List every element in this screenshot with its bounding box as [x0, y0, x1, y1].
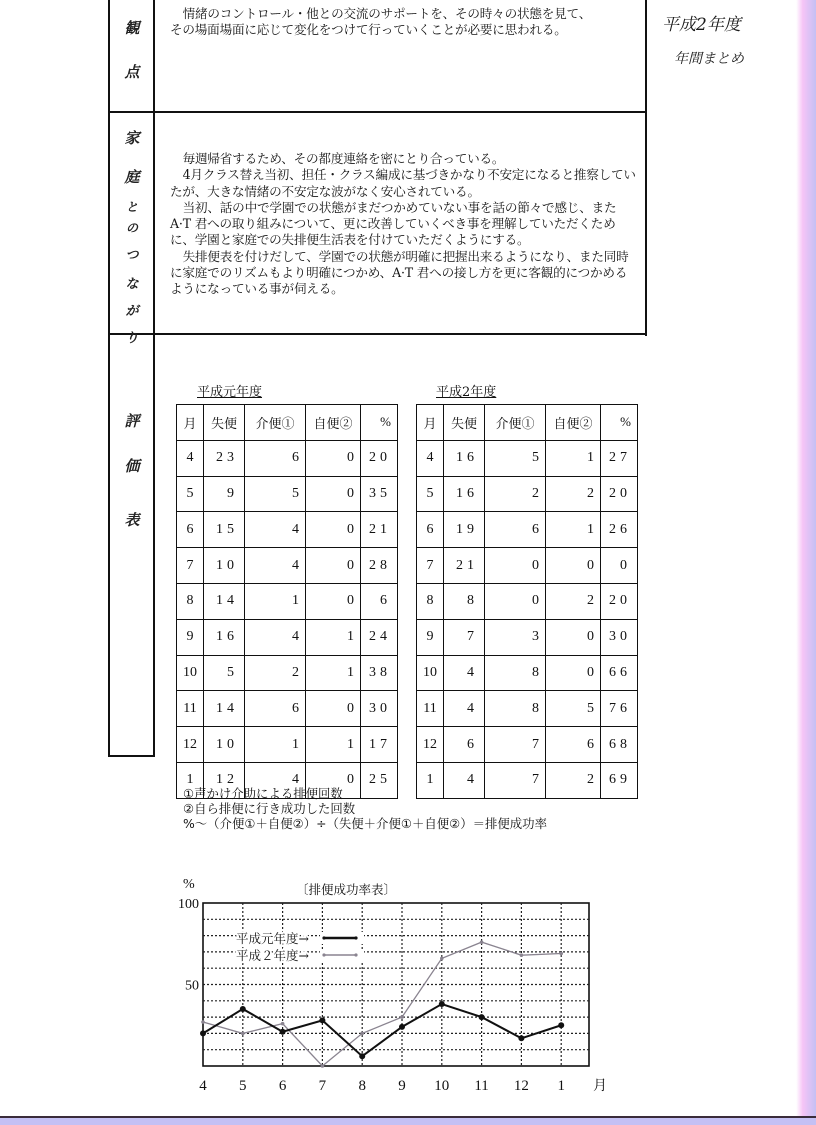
- table-cell: 12: [417, 727, 444, 763]
- x-tick-label: 10: [434, 1078, 450, 1094]
- x-tick-label: 12: [513, 1078, 529, 1094]
- table-cell: 2: [546, 762, 601, 798]
- x-tick-label: 5: [239, 1078, 247, 1094]
- x-tick-label: 4: [199, 1078, 207, 1094]
- table-cell: 0: [485, 583, 546, 619]
- table-cell: 4: [245, 548, 306, 584]
- table-cell: 1: [546, 440, 601, 476]
- table-cell: 5: [485, 440, 546, 476]
- table-cell: 5: [546, 691, 601, 727]
- data-point-1: [359, 1053, 365, 1059]
- table-cell: 6: [245, 691, 306, 727]
- label-char: 庭: [124, 168, 140, 186]
- table-cell: 6: [361, 583, 398, 619]
- data-point-1: [558, 1022, 564, 1028]
- table-cell: 2: [245, 655, 306, 691]
- column-header: 失便: [204, 405, 245, 441]
- table-cell: 1: [177, 762, 204, 798]
- table-cell: 24: [361, 619, 398, 655]
- table-cell: 4: [417, 440, 444, 476]
- data-point-1: [200, 1030, 206, 1036]
- table-cell: 0: [306, 440, 361, 476]
- label-char: 家: [124, 129, 140, 147]
- data-point-1: [240, 1006, 246, 1012]
- table-cell: 7: [177, 548, 204, 584]
- table-cell: 28: [361, 548, 398, 584]
- paragraph: 当初、話の中で学園での状態がまだつかめていない事を話の節々で感じ、また A·T 君への取り組みについて、更に改善していくべき事を理解していただくために、学園と家庭での失排便生活表を付けていただくようにする。: [170, 199, 617, 248]
- data-point-1: [518, 1035, 524, 1041]
- table-cell: 1: [546, 512, 601, 548]
- paragraph: 情緒のコントロール・他との交流のサポートを、その時々の状態を見て、: [182, 6, 592, 21]
- data-point-2: [321, 1064, 325, 1068]
- column-header: 月: [417, 405, 444, 441]
- column-header: %: [361, 405, 398, 441]
- label-char: な: [125, 277, 139, 292]
- data-point-2: [281, 1022, 285, 1026]
- handwritten-note-summary: 年間まとめ: [674, 51, 744, 67]
- table-cell: 1: [306, 727, 361, 763]
- table-cell: 1: [306, 619, 361, 655]
- table-cell: 12: [177, 727, 204, 763]
- data-point-1: [280, 1029, 286, 1035]
- table-cell: 12: [204, 762, 245, 798]
- column-header: 介便①: [485, 405, 546, 441]
- y-tick-label: 50: [185, 978, 199, 994]
- column-header: 自便②: [306, 405, 361, 441]
- table-cell: 76: [601, 691, 638, 727]
- table-cell: 4: [245, 762, 306, 798]
- table-cell: 0: [306, 762, 361, 798]
- table-cell: 8: [177, 583, 204, 619]
- table-cell: 21: [361, 512, 398, 548]
- legend-marker: [354, 936, 357, 939]
- table-cell: 68: [601, 727, 638, 763]
- data-point-1: [319, 1017, 325, 1023]
- table-cell: 0: [546, 619, 601, 655]
- note-2: ②自ら排便に行き成功した回数: [183, 801, 356, 816]
- table-cell: 0: [306, 583, 361, 619]
- table-cell: 16: [444, 476, 485, 512]
- table-cell: 21: [444, 548, 485, 584]
- paragraph: 4月クラス替え当初、担任・クラス編成に基づきかなり不安定になると推察していたが、大きな情緒の不安定な波がなく安心されている。: [170, 167, 636, 199]
- table-cell: 0: [306, 691, 361, 727]
- table-cell: 6: [177, 512, 204, 548]
- table-cell: 10: [177, 655, 204, 691]
- table-cell: 6: [485, 512, 546, 548]
- legend-marker: [322, 953, 325, 956]
- chart-y-unit: %: [183, 877, 195, 892]
- handwritten-note-year: 平成2年度: [662, 15, 741, 35]
- table-cell: 11: [417, 691, 444, 727]
- table-cell: 20: [601, 583, 638, 619]
- table-cell: 69: [601, 762, 638, 798]
- x-tick-label: 7: [318, 1078, 327, 1094]
- table-cell: 4: [245, 619, 306, 655]
- x-tick-label: 9: [398, 1078, 406, 1094]
- table-cell: 1: [417, 762, 444, 798]
- table-cell: 9: [204, 476, 245, 512]
- table-cell: 2: [546, 583, 601, 619]
- table-cell: 6: [245, 440, 306, 476]
- table-cell: 14: [204, 691, 245, 727]
- data-point-2: [241, 1032, 245, 1036]
- chart-title: 〔排便成功率表〕: [296, 882, 397, 897]
- table-cell: 0: [546, 655, 601, 691]
- table-cell: 8: [444, 583, 485, 619]
- note-formula: %～（介便①＋自便②）÷（失便＋介便①＋自便②）＝排便成功率: [183, 816, 547, 831]
- table-cell: 15: [204, 512, 245, 548]
- legend-label: 平成２年度→: [236, 948, 309, 963]
- x-tick-label: 11: [474, 1078, 489, 1094]
- table-cell: 0: [546, 548, 601, 584]
- table-title-h2: 平成2年度: [436, 385, 497, 400]
- note-1: ①声かけ介助による排便回数: [183, 786, 343, 801]
- table-cell: 0: [306, 512, 361, 548]
- table-cell: 38: [361, 655, 398, 691]
- table-cell: 10: [417, 655, 444, 691]
- label-char: 点: [124, 63, 140, 81]
- table-cell: 11: [177, 691, 204, 727]
- table-cell: 2: [485, 476, 546, 512]
- table-cell: 25: [361, 762, 398, 798]
- data-point-1: [479, 1014, 485, 1020]
- table-cell: 4: [444, 762, 485, 798]
- paragraph: その場面場面に応じて変化をつけて行っていくことが必要に思われる。: [170, 22, 567, 38]
- paragraph: 毎週帰省するため、その都度連絡を密にとり合っている。: [182, 151, 505, 166]
- table-cell: 66: [601, 655, 638, 691]
- label-char: 観: [124, 19, 140, 37]
- column-header: 失便: [444, 405, 485, 441]
- x-tick-label: 8: [358, 1078, 366, 1094]
- table-cell: 6: [546, 727, 601, 763]
- table-cell: 1: [245, 727, 306, 763]
- x-axis-label: 月: [593, 1078, 607, 1094]
- table-cell: 7: [485, 727, 546, 763]
- table-cell: 6: [417, 512, 444, 548]
- label-char: が: [125, 304, 139, 319]
- data-point-1: [399, 1024, 405, 1030]
- x-tick-label: 6: [278, 1078, 287, 1094]
- table-cell: 4: [177, 440, 204, 476]
- label-char: 価: [124, 457, 140, 475]
- table-cell: 0: [601, 548, 638, 584]
- table-cell: 0: [306, 476, 361, 512]
- x-tick-label: 1: [557, 1078, 565, 1094]
- table-cell: 5: [417, 476, 444, 512]
- label-char: り: [125, 331, 139, 346]
- table-cell: 6: [444, 727, 485, 763]
- table-cell: 16: [204, 619, 245, 655]
- table-cell: 8: [417, 583, 444, 619]
- legend-marker: [322, 936, 325, 939]
- column-header: 介便①: [245, 405, 306, 441]
- table-cell: 1: [245, 583, 306, 619]
- table-cell: 30: [361, 691, 398, 727]
- label-char: 評: [124, 412, 140, 430]
- data-point-2: [520, 953, 524, 957]
- table-cell: 2: [546, 476, 601, 512]
- data-point-1: [439, 1001, 445, 1007]
- table-cell: 7: [417, 548, 444, 584]
- table-cell: 10: [204, 727, 245, 763]
- table-cell: 10: [204, 548, 245, 584]
- paragraph: 失排便表を付けだして、学園での状態が明確に把握出来るようになり、また同時に家庭でのリズムもより明確につかめ、A·T 君への接し方を更に客観的につかめるようになっている事が伺える。: [170, 248, 629, 297]
- table-cell: 30: [601, 619, 638, 655]
- table-cell: 8: [485, 691, 546, 727]
- table-cell: 20: [601, 476, 638, 512]
- table-cell: 9: [417, 619, 444, 655]
- table-cell: 3: [485, 619, 546, 655]
- data-point-2: [440, 957, 444, 961]
- table-cell: 5: [177, 476, 204, 512]
- table-cell: 20: [361, 440, 398, 476]
- table-cell: 26: [601, 512, 638, 548]
- column-header: 自便②: [546, 405, 601, 441]
- table-cell: 19: [444, 512, 485, 548]
- data-point-2: [201, 1020, 205, 1024]
- data-point-2: [480, 940, 484, 944]
- legend-marker: [354, 953, 357, 956]
- table-cell: 4: [444, 655, 485, 691]
- data-point-2: [559, 952, 563, 956]
- table-cell: 1: [306, 655, 361, 691]
- table-cell: 5: [204, 655, 245, 691]
- table-cell: 0: [306, 548, 361, 584]
- table-title-h1: 平成元年度: [197, 385, 263, 400]
- table-cell: 14: [204, 583, 245, 619]
- label-char: と: [125, 200, 138, 214]
- column-header: 月: [177, 405, 204, 441]
- label-char: の: [125, 221, 138, 235]
- table-cell: 5: [245, 476, 306, 512]
- data-point-2: [400, 1015, 404, 1019]
- column-header: %: [601, 405, 638, 441]
- table-cell: 35: [361, 476, 398, 512]
- data-point-2: [360, 1032, 364, 1036]
- table-cell: 8: [485, 655, 546, 691]
- label-char: 表: [124, 511, 140, 529]
- table-cell: 16: [444, 440, 485, 476]
- table-cell: 4: [245, 512, 306, 548]
- table-cell: 9: [177, 619, 204, 655]
- legend-label: 平成元年度→: [236, 931, 309, 946]
- table-cell: 4: [444, 691, 485, 727]
- table-cell: 27: [601, 440, 638, 476]
- table-cell: 17: [361, 727, 398, 763]
- table-cell: 7: [444, 619, 485, 655]
- label-char: つ: [125, 248, 139, 263]
- y-tick-label: 100: [178, 897, 199, 912]
- table-cell: 0: [485, 548, 546, 584]
- table-cell: 7: [485, 762, 546, 798]
- table-cell: 23: [204, 440, 245, 476]
